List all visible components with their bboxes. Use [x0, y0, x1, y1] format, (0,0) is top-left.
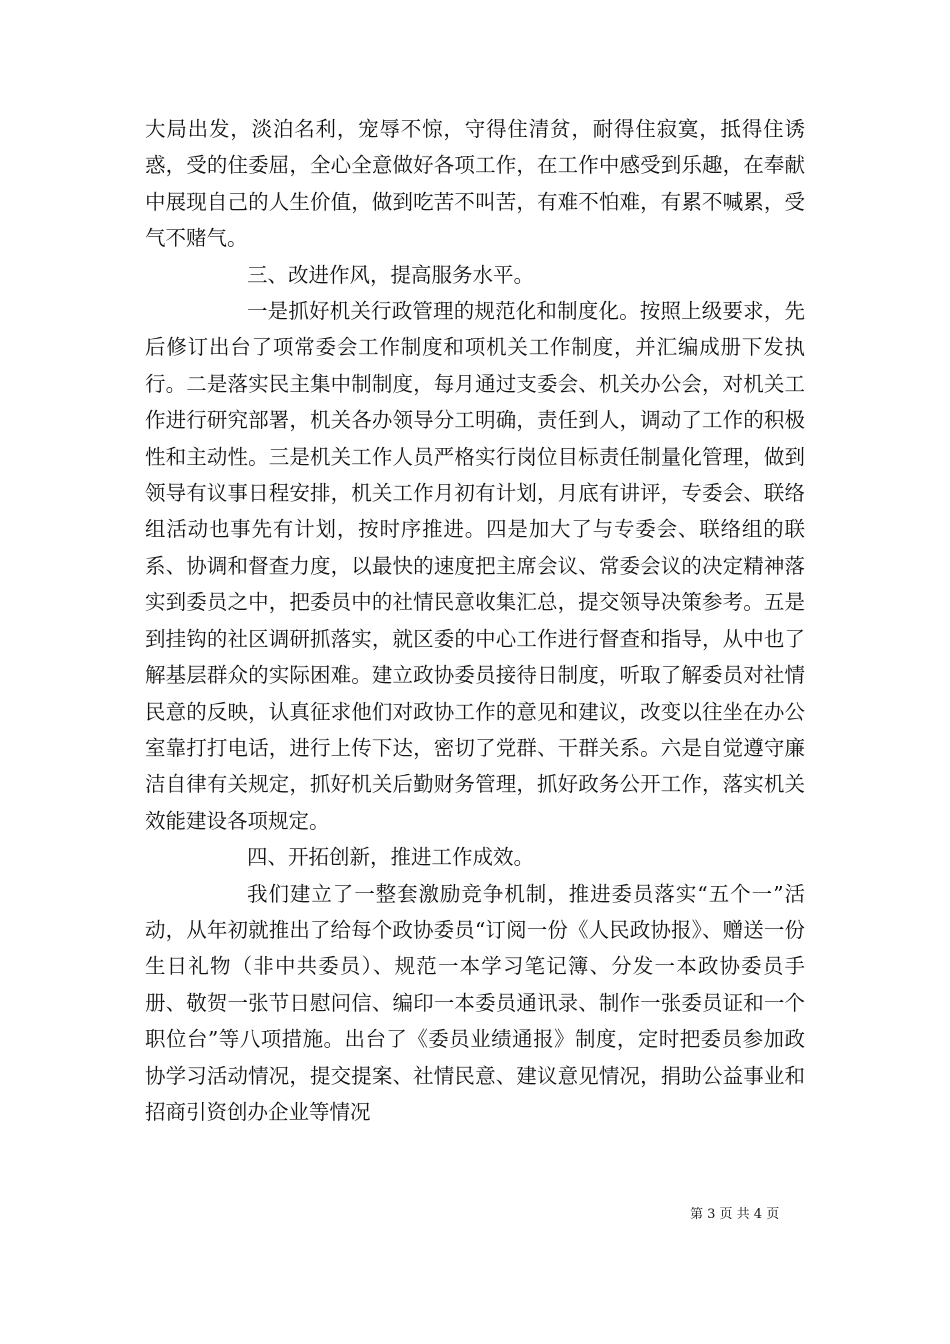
section-heading-4: 四、开拓创新，推进工作成效。: [247, 845, 534, 870]
paragraph-section-4-body: 我们建立了一整套激励竞争机制，推进委员落实“五个一”活动，从年初就推出了给每个政协委员“订阅一份《人民政协报》、赠送一份生日礼物（非中共委员）、规范一本学习笔记簿、分发一本政协委员手册、敬贺一张节日慰问信、编印一本委员通讯录、制作一张委员证和一个职位台”等八项措施。出台了《委员业绩通报》制度，定时把委员参加政协学习活动情况，提交提案、社情民意、建议意见情况，捐助公益事业和招商引资创办企业等情况: [145, 881, 805, 1124]
paragraph-continuation: 大局出发，淡泊名利，宠辱不惊，守得住清贫，耐得住寂寞，抵得住诱惑，受的住委屈，全心全意做好各项工作，在工作中感受到乐趣，在奉献中展现自己的人生价值，做到吃苦不叫苦，有难不怕难，有累不喊累，受气不赌气。: [145, 117, 805, 251]
section-heading-3: 三、改进作风，提高服务水平。: [247, 262, 534, 287]
paragraph-section-3-body: 一是抓好机关行政管理的规范化和制度化。按照上级要求，先后修订出台了项常委会工作制度和项机关工作制度，并汇编成册下发执行。二是落实民主集中制制度，每月通过支委会、机关办公会，对机关工作进行研究部署，机关各办领导分工明确，责任到人，调动了工作的积极性和主动性。三是机关工作人员严格实行岗位目标责任制量化管理，做到领导有议事日程安排，机关工作月初有计划，月底有讲评，专委会、联络组活动也事先有计划，按时序推进。四是加大了与专委会、联络组的联系、协调和督查力度，以最快的速度把主席会议、常委会议的决定精神落实到委员之中，把委员中的社情民意收集汇总，提交领导决策参考。五是到挂钩的社区调研抓落实，就区委的中心工作进行督查和指导，从中也了解基层群众的实际困难。建立政协委员接待日制度，听取了解委员对社情民意的反映，认真征求他们对政协工作的意见和建议，改变以往坐在办公室靠打打电话，进行上传下达，密切了党群、干群关系。六是自觉遵守廉洁自律有关规定，抓好机关后勤财务管理，抓好政务公开工作，落实机关效能建设各项规定。: [145, 299, 805, 833]
page-number-footer: 第 3 页 共 4 页: [690, 1207, 780, 1222]
document-body: [145, 111, 805, 1130]
